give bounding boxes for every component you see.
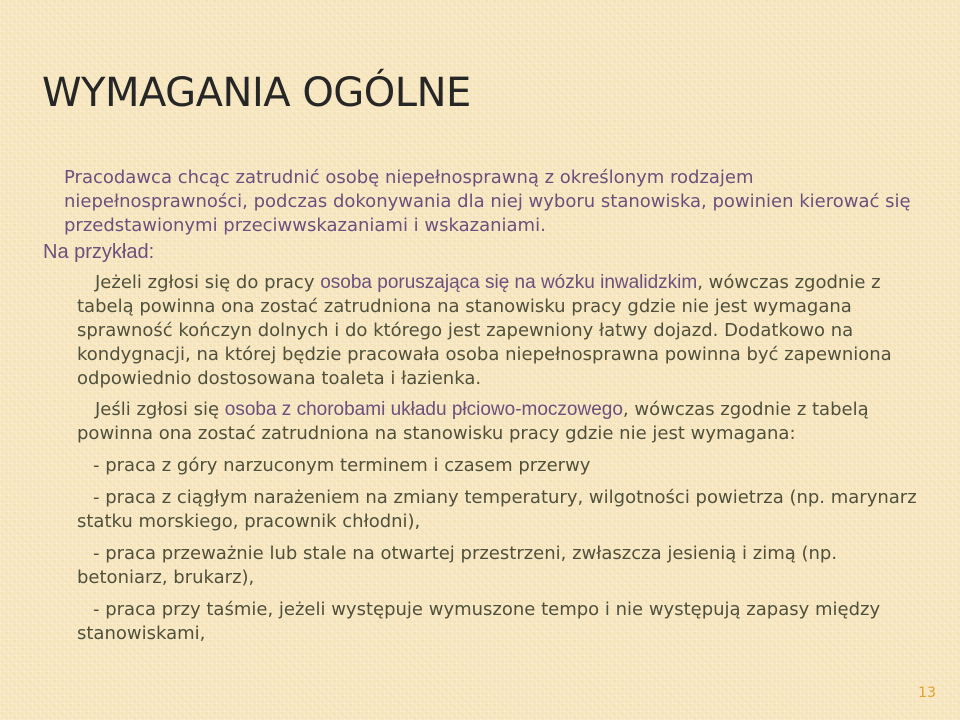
- slide-title: WYMAGANIA OGÓLNE: [42, 70, 471, 116]
- paragraph-text: , wówczas zgodnie z tabelą powinna ona zostać zatrudniona na stanowisku pracy gdzie nie jest wymagana sprawność kończyn dolnych i do którego jest zapewniony łatwy dojazd. Dodatkowo na kondygnacji, na której będzie pracowała osoba niepełnosprawna powinna być zapewniona odpowiednio dostosowana toaleta i łazienka.: [77, 272, 892, 389]
- urogenital-paragraph: [77, 398, 928, 446]
- example-label: Na przykład:: [43, 241, 155, 263]
- highlight-urogenital: osoba z chorobami układu płciowo-moczowego: [224, 399, 623, 420]
- paragraph-text: Jeżeli zgłosi się do pracy: [95, 272, 321, 293]
- list-item: - praca przy taśmie, jeżeli występuje wymuszone tempo i nie występują zapasy między stanowiskami,: [77, 599, 881, 644]
- list-item: - praca z ciągłym narażeniem na zmiany temperatury, wilgotności powietrza (np. marynarz statku morskiego, pracownik chłodni),: [77, 487, 917, 532]
- page-number: 13: [918, 685, 936, 701]
- intro-paragraph: Pracodawca chcąc zatrudnić osobę niepełnosprawną z określonym rodzajem niepełnosprawności, podczas dokonywania dla niej wyboru stanowiska, powinien kierować się przedstawionymi przeciwwskazaniami i wskazaniami.: [64, 167, 911, 236]
- list-item: - praca z góry narzuconym terminem i czasem przerwy: [93, 455, 591, 476]
- slide-content: [0, 166, 960, 646]
- highlight-wheelchair: osoba poruszająca się na wózku inwalidzkim: [320, 272, 698, 293]
- paragraph-text: Jeśli zgłosi się: [95, 399, 225, 420]
- wheelchair-paragraph: [77, 271, 928, 391]
- list-item: - praca przeważnie lub stale na otwartej przestrzeni, zwłaszcza jesienią i zimą (np. betoniarz, brukarz),: [77, 543, 838, 588]
- paragraph-text: , wówczas zgodnie z tabelą powinna ona zostać zatrudniona na stanowisku pracy gdzie nie jest wymagana:: [77, 399, 869, 444]
